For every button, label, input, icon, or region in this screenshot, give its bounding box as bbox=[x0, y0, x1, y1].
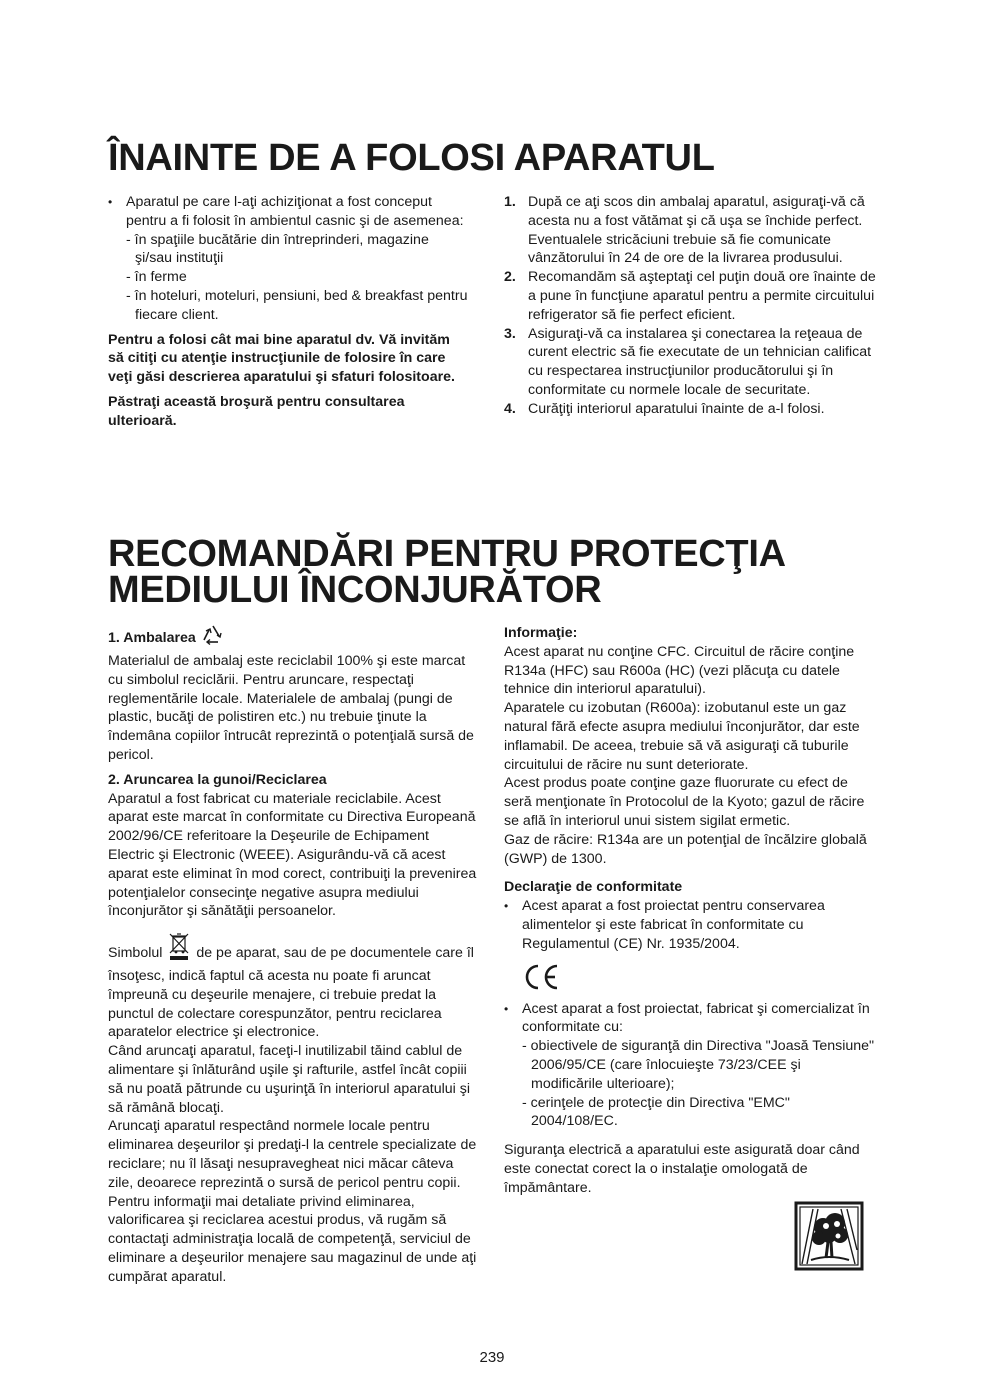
info-text-cfc: Acest aparat nu conţine CFC. Circuitul de răcire conţine R134a (HFC) sau R600a (HC) (vezi plăcuţa cu datele tehnice din interiorul aparatului). bbox=[504, 643, 855, 698]
item-number: 4. bbox=[504, 400, 516, 417]
packaging-heading-label: 1. Ambalarea bbox=[108, 629, 196, 646]
list-item bbox=[504, 1000, 876, 1132]
item-text: Asiguraţi-vă ca instalarea şi conectarea la reţeaua de curent electric să fie executate de un tehnician calificat cu respectarea instrucţiunilor producătorului şi în conformitate cu normele locale de securitate. bbox=[528, 325, 872, 398]
ce-mark-icon bbox=[521, 962, 561, 992]
list-item: - obiectivele de siguranţă din Directiva "Joasă Tensiune" 2006/95/CE (care înlocuieşte 73/23/CEE şi modificările ulterioare); bbox=[522, 1038, 875, 1092]
info-text-kyoto: Acest produs poate conţine gaze fluorurate cu efect de seră menţionate în Protocolul de la Kyoto; gazul de răcire se află în interiorul unui sistem sigilat ermetic. bbox=[504, 775, 865, 829]
bullet-marker: • bbox=[504, 1001, 509, 1016]
discard-text: Când aruncaţi aparatul, faceţi-l inutilizabil tăind cablul de alimentare şi înlăturând uşile şi rafturile, astfel încât copiii să nu poată pătrunde cu uşurinţă în interiorul aparatului şi să rămână blocaţi. bbox=[108, 1043, 471, 1116]
info-heading: Informaţie: bbox=[504, 625, 578, 641]
list-item bbox=[504, 268, 876, 324]
disposal-text: Aparatul a fost fabricat cu materiale reciclabile. Acest aparat este marcat în conformitate cu Directiva Europeană 2002/96/CE referitoare la Deşeurile de Echipament Electric şi Electronic (WEEE). Asigurându-vă că acest aparat este eliminat în mod corect, contribuiţi la prevenirea potenţialelor consecinţe negative asupra mediului înconjurător şi sănătăţii persoanelor. bbox=[108, 790, 477, 920]
bullet-marker: • bbox=[108, 195, 113, 209]
section1-right-column bbox=[504, 193, 876, 419]
packaging-text: Materialul de ambalaj este reciclabil 100% şi este marcat cu simbolul reciclării. Pentru aruncare, respectaţi reglementările locale. Materialele de ambalaj (pungi de plastic, bucăţi de polistiren etc.) nu trebuie ţinute la îndemâna copiilor întrucât reprezintă o potenţială sursă de pericol. bbox=[108, 653, 474, 763]
section2-right-column bbox=[504, 624, 876, 1198]
list-item bbox=[504, 325, 876, 400]
symbol-word: Simbolul bbox=[108, 945, 163, 962]
section2-left-column bbox=[108, 624, 478, 1287]
keep-booklet-note: Păstraţi această broşură pentru consultarea ulterioară. bbox=[108, 393, 405, 429]
list-item bbox=[504, 400, 876, 419]
usage-intro: Aparatul pe care l-aţi achiziţionat a fost conceput pentru a fi folosit în ambientul casnic şi de asemenea: bbox=[126, 194, 464, 229]
tree-logo-icon bbox=[793, 1200, 865, 1277]
title-line-1: RECOMANDĂRI PENTRU PROTECŢIA bbox=[108, 533, 786, 575]
section-title-before-use: ÎNAINTE DE A FOLOSI APARATUL bbox=[108, 137, 715, 179]
title-line-2: MEDIULUI ÎNCONJURĂTOR bbox=[108, 569, 602, 611]
section-title-environment bbox=[108, 533, 786, 611]
conformity-heading: Declaraţie de conformitate bbox=[504, 879, 683, 896]
bullet-marker: • bbox=[504, 899, 509, 914]
disposal-heading: 2. Aruncarea la gunoi/Reciclarea bbox=[108, 771, 327, 788]
item-text: Recomandăm să aşteptaţi cel puţin două ore înainte de a pune în funcţiune aparatul pentru a permite circuitului refrigerator să fie perfect eficient. bbox=[528, 269, 876, 323]
conformity-food-text: Acest aparat a fost proiectat pentru conservarea alimentelor şi este fabricat în conformitate cu Regulamentul (CE) Nr. 1935/2004. bbox=[522, 898, 825, 952]
list-item: - în hoteluri, moteluri, pensiuni, bed & breakfast pentru fiecare client. bbox=[126, 287, 468, 323]
symbol-explanation: de pe aparat, sau de pe documentele care îl însoţesc, indică faptul că acesta nu poate fi aruncat împreună cu deşeurile menajere, ci trebuie predat la punctul de colectare corespunzător, pentru reciclarea aparatelor electrice şi electronice. bbox=[108, 945, 474, 1041]
ce-mark-container bbox=[504, 954, 876, 1000]
item-number: 1. bbox=[504, 194, 516, 210]
packaging-heading bbox=[108, 624, 478, 652]
electrical-safety-text: Siguranţa electrică a aparatului este asigurată doar când este conectat corect la o instalaţie omologată de împământare. bbox=[504, 1142, 860, 1196]
crossed-bin-icon bbox=[166, 931, 192, 967]
list-item: - cerinţele de protecţie din Directiva "EMC" 2004/108/EC. bbox=[522, 1094, 790, 1130]
item-number: 3. bbox=[504, 325, 516, 342]
info-text-gwp: Gaz de răcire: R134a are un potenţial de încălzire globală (GWP) de 1300. bbox=[504, 831, 867, 867]
more-info-text: Pentru informaţii mai detaliate privind eliminarea, valorificarea şi reciclarea acestui produs, vă rugăm să contactaţi administraţia locală de competenţă, serviciul de eliminare a deşeurilor menajere sau magazinul de unde aţi cumpărat aparatul. bbox=[108, 1193, 477, 1285]
item-number: 2. bbox=[504, 269, 516, 286]
conformity-directives-text: Acest aparat a fost proiectat, fabricat şi comercializat în conformitate cu: bbox=[522, 1000, 870, 1036]
item-text: Curăţiţi interiorul aparatului înainte de a-l folosi. bbox=[528, 400, 825, 417]
section1-left-column bbox=[108, 193, 468, 431]
recycle-icon bbox=[200, 624, 226, 652]
page-number: 239 bbox=[479, 1349, 505, 1366]
read-instructions-note: Pentru a folosi cât mai bine aparatul dv. Vă invităm să citiţi cu atenţie instrucţiunile de folosire în care veţi găsi descrierea aparatului şi sfaturi folositoare. bbox=[108, 331, 455, 386]
list-item bbox=[504, 193, 876, 268]
item-text: După ce aţi scos din ambalaj aparatul, asiguraţi-vă că acesta nu a fost vătămat şi că uşa se închide perfect. Eventualele stricăciuni trebuie să fie comunicate vânzătorului în 24 de ore de la livrarea produsului. bbox=[528, 194, 865, 267]
list-item bbox=[504, 897, 876, 953]
list-item: - în ferme bbox=[126, 269, 187, 286]
list-item bbox=[108, 193, 468, 325]
weee-symbol-paragraph bbox=[108, 931, 478, 1042]
local-rules-text: Aruncaţi aparatul respectând normele locale pentru eliminarea deşeurilor şi predaţi-l la centrele specializate de reciclare; nu îl lăsaţi nesupravegheat nici măcar câteva zile, deoarece reprezintă o sursă de pericol pentru copii. bbox=[108, 1118, 477, 1191]
info-text-isobutane: Aparatele cu izobutan (R600a): izobutanul este un gaz natural fără efecte asupra mediului înconjurător, dar este inflamabil. De aceea, trebuie să vă asiguraţi că tuburile circuitului de răcire nu sunt deteriorate. bbox=[504, 700, 860, 773]
list-item: - în spaţiile bucătărie din întreprinderi, magazine şi/sau instituţii bbox=[126, 231, 429, 267]
